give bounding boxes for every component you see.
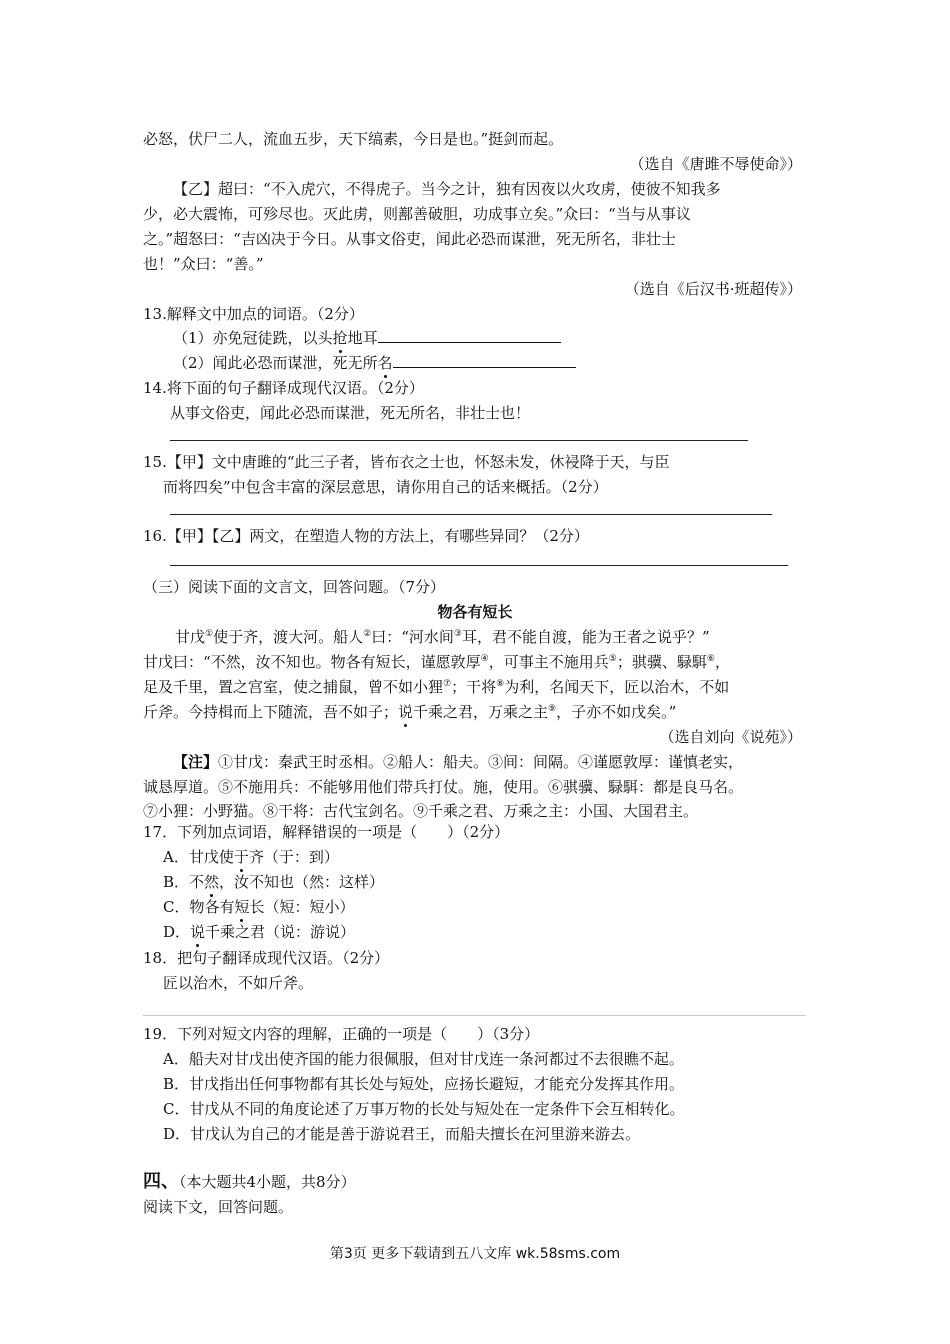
source-citation: （选自刘向《说苑》） [659,728,802,746]
text-run: 耳，君不能自渡，能为王者之说乎？” [461,628,710,646]
source-citation: （选自《唐雎不辱使命》） [629,155,802,173]
answer-line[interactable] [170,514,772,515]
answer-line[interactable] [143,1015,806,1016]
option-text: 千乘之君（说：游说） [205,923,356,941]
footnote-marker: ① [205,629,214,639]
question-13-item-2 [173,353,576,373]
section-note: （本大题共4小题，共8分） [179,1173,356,1191]
dotted-word: 说 [398,703,414,721]
option-b[interactable]: B．甘戊指出任何事物都有其长处与短处，应扬长避短，才能充分发挥其作用。 [163,1075,685,1093]
question-17: 17．下列加点词语，解释错误的一项是（ ）（2分） [143,823,510,841]
passage-jia-line: 必怒，伏尸二人，流血五步，天下缟素，今日是也。”挺剑而起。 [143,130,564,148]
option-a[interactable]: A．船夫对甘戊出使齐国的能力很佩服，但对甘戊连一条河都过不去很瞧不起。 [163,1050,684,1068]
passage-yi-line: 也！”众曰：“善。” [143,255,264,273]
annotation-line: ⑦小狸：小野猫。⑧干将：古代宝剑名。⑨千乘之君、万乘之主：小国、大国君主。 [143,802,699,820]
dotted-word: 于 [233,848,249,866]
section-instruction: 阅读下文，回答问题。 [143,1198,294,1216]
question-16: 16.【甲】【乙】两文，在塑造人物的方法上，有哪些异同？（2分） [143,527,589,545]
option-a[interactable] [163,847,339,867]
passage-line [143,702,676,722]
footnote-marker: ③ [453,629,462,639]
question-18: 18．把句子翻译成现代汉语。（2分） [143,949,390,967]
annotation-line [173,752,743,772]
annotation-line: 诚恳厚道。⑤不施用兵：不能够用他们带兵打仗。施，使用。⑥骐骥、騄駬：都是良马名。 [143,778,744,796]
dotted-word: 然 [204,873,220,891]
dotted-word: 抢 [332,329,348,347]
option-b[interactable] [163,872,384,892]
option-text: D． [163,923,191,941]
text-run: ；骐骥、騄駬 [616,653,707,671]
text-run: 足及千里，置之宫室，使之捕鼠，曾不如小狸 [143,678,444,696]
text-run: 为利，名闻天下，匠以治木，不如 [504,678,730,696]
passage-line [143,652,730,672]
text-run: 斤斧。今持楫而上下随流，吾不如子； [143,703,399,721]
passage-yi-line: 之。”超怒曰：“吉凶决于今日。从事文俗吏，闻此必恐而谋泄，死无所名，非壮士 [143,230,676,248]
text-run: ；干将 [451,678,497,696]
section-number: 四、 [143,1171,179,1192]
option-text: ，汝不知也（然：这样） [219,873,385,891]
question-14: 14.将下面的句子翻译成现代汉语。（2分） [143,379,424,397]
text-run: ， [714,653,730,671]
annotation-text: ①甘戊：秦武王时丞相。②船人：船夫。③间：间隔。④谨愿敦厚：谨慎老实， [218,753,744,771]
annotation-label: 【注】 [173,753,219,771]
text-run: 使于齐，渡大河。船人 [213,628,364,646]
option-text: 长（短：短小） [249,898,355,916]
section-heading: （三）阅读下面的文言文，回答问题。（7分） [143,578,446,596]
question-13-item-1 [173,328,561,348]
dotted-word: 名 [377,354,393,372]
item-text: 地耳 [347,329,378,347]
option-c[interactable] [163,897,355,917]
passage-yi-line: 少，必大震怖，可殄尽也。灭此虏，则鄯善破胆，功成事立矣。”众曰：“当与从事议 [143,205,691,223]
footnote-marker: ② [363,629,372,639]
footnote-marker: ⑦ [443,679,452,689]
footnote-marker: ④ [480,654,489,664]
footnote-marker: ⑨ [548,704,557,714]
answer-line[interactable] [170,565,788,566]
option-text: 齐（于：到） [248,848,339,866]
answer-line[interactable] [170,440,748,441]
question-18-sentence: 匠以治木，不如斤斧。 [163,974,314,992]
text-run: 千乘之君，万乘之主 [413,703,549,721]
question-14-sentence: 从事文俗吏，闻此必恐而谋泄，死无所名，非壮士也！ [170,404,531,422]
option-d[interactable]: D．甘戊认为自己的才能是善于游说君王，而船夫擅长在河里游来游去。 [163,1125,641,1143]
dotted-word: 说 [190,923,206,941]
passage-yi-line: 【乙】超曰：“不入虎穴，不得虎子。当今之计，独有因夜以火攻虏，使彼不知我多 [173,180,721,198]
question-19: 19．下列对短文内容的理解，正确的一项是（ ）（3分） [143,1025,540,1043]
dotted-word: 短 [234,898,250,916]
footnote-marker: ⑧ [496,679,505,689]
passage-line [175,627,710,647]
section-4-heading [143,1172,356,1192]
text-run: ，子亦不如戊矣。” [556,703,677,721]
question-13: 13.解释文中加点的词语。（2分） [143,305,364,323]
text-run: 甘戊 [175,628,206,646]
text-run: ，可事主不施用兵 [488,653,609,671]
text-run: 曰：“河水间 [371,628,454,646]
option-c[interactable]: C．甘戊从不同的角度论述了万事万物的长处与短处在一定条件下会互相转化。 [163,1100,685,1118]
footnote-marker: ⑤ [608,654,617,664]
answer-blank[interactable] [393,353,576,368]
text-run: 甘戊曰：“不然，汝不知也。物各有短长，谨愿敦厚 [143,653,481,671]
footnote-marker: ⑥ [706,654,715,664]
option-text: A．甘戊使 [163,848,234,866]
question-15-cont: 而将四矣”中包含丰富的深层意思，请你用自己的话来概括。（2分） [163,478,608,496]
item-text: （1）亦免冠徒跣，以头 [173,329,333,347]
source-citation: （选自《后汉书·班超传》） [624,280,802,298]
option-d[interactable] [163,922,355,942]
passage-title: 物各有短长 [437,603,513,621]
option-text: C．物各有 [163,898,235,916]
question-15: 15.【甲】文中唐雎的“此三子者，皆布衣之士也，怀怒未发，休祲降于天，与臣 [143,453,670,471]
answer-blank[interactable] [378,328,561,343]
page-footer: 第3页 更多下载请到五八文库 wk.58sms.com [329,1246,621,1262]
item-text: （2）闻此必恐而谋泄，死无所 [173,354,378,372]
option-text: B．不 [163,873,205,891]
passage-line [143,677,729,697]
